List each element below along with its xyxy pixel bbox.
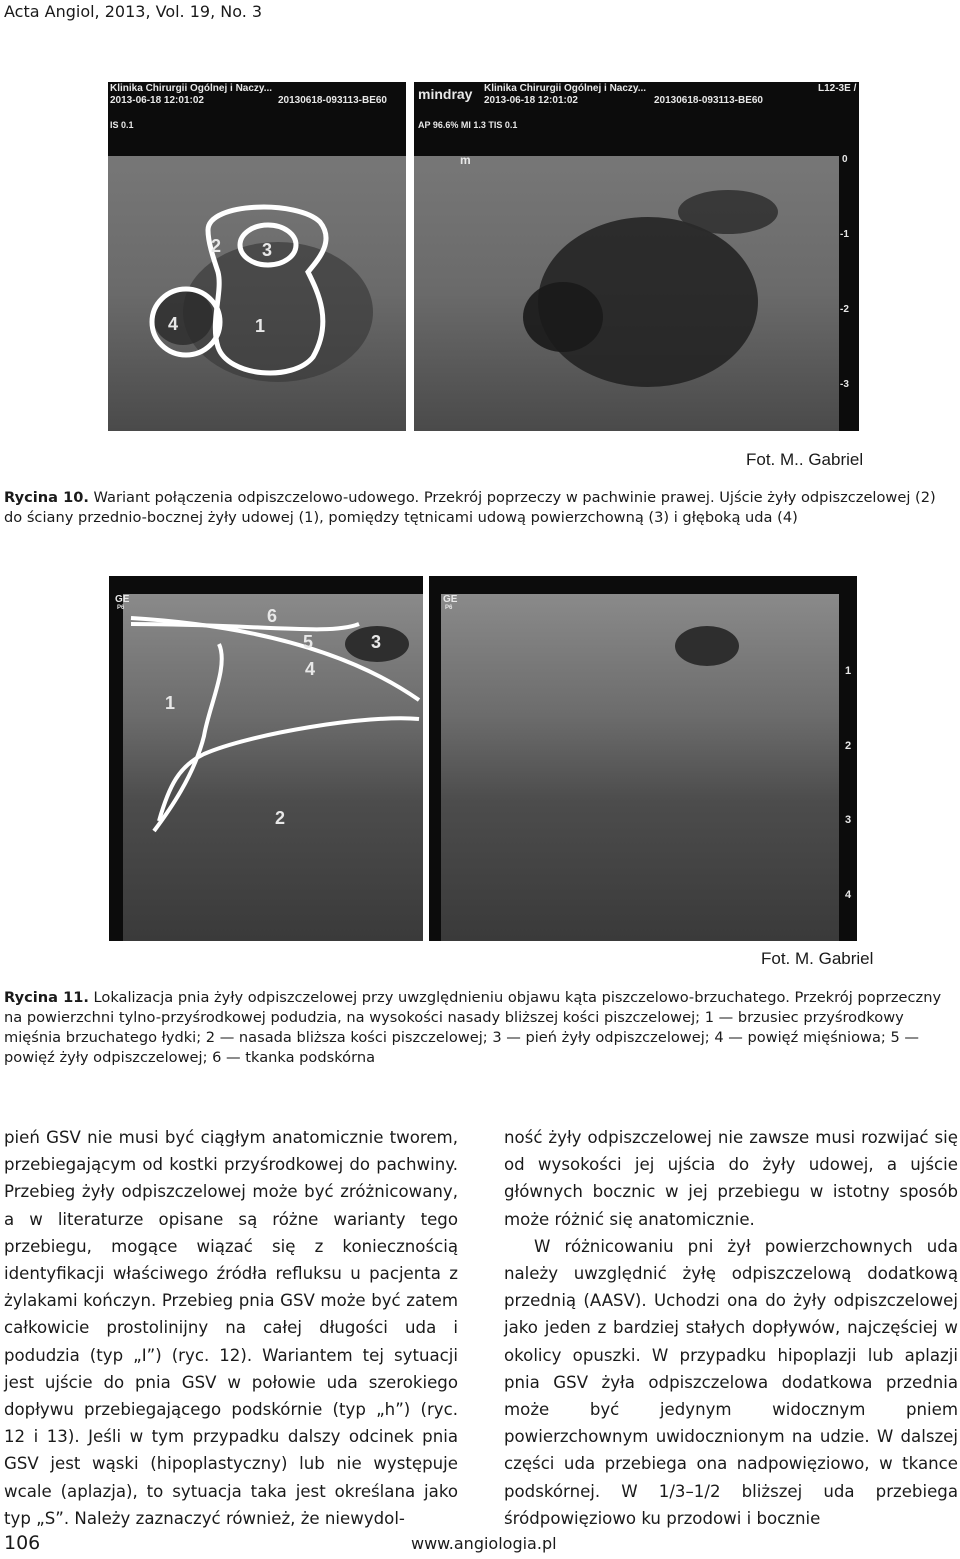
figure-10-ultrasound [108,82,859,431]
body-paragraph: pień GSV nie musi być ciągłym anatomicznie tworem, przebiegającym od kostki przyśrodkowej do pachwiny. Przebieg żyły odpiszczelowej może być zróżnicowany, a w literaturze opisane są różne warianty tego przebiegu, mogące wiązać się z koniecznością identyfikacji właściwego źródła refluksu u pacjenta z żylakami kończyn. Przebieg pnia GSV może być zatem całkowicie prostolinijny na całej długości uda i podudzia (typ „I”) (ryc. 12). Wariantem tej sytuacji jest ujście do pnia GSV w połowie uda szerokiego dopływu przebiegającego podskórnie (typ „h”) (ryc. 12 i 13). Jeśli w tym przypadku dalszy odcinek pnia GSV jest wąski (hipoplastyczny) lub nie występuje wcale (aplazja), to sytuacja taka jest określana jako typ „S”. Należy zaznaczyć również, że niewydol- [4,1128,458,1528]
body-paragraph: ność żyły odpiszczelowej nie zawsze musi rozwijać się od wysokości jej ujścia do żyły udowej, a ujście głównych bocznic w jej przebiegu w istotny sposób może różnić się anatomicznie. [504,1128,958,1229]
figure-10-credit: Fot. M.. Gabriel [746,450,864,469]
figure-11-caption [4,988,958,1068]
figure-10-caption [4,488,958,528]
fig11-label-5: 5 [303,632,314,652]
fig10-label-3: 3 [262,240,273,260]
fig11-label-1: 1 [165,693,176,713]
figure-11-caption-text: Lokalizacja pnia żyły odpiszczelowej przy uwzględnieniu objawu kąta piszczelowo-brzuchatego. Przekrój poprzeczny na powierzchni tylno-przyśrodkowej podudzia, na wysokości nasady bliższej kości piszczelowej; 1 — brzusiec przyśrodkowy mięśnia brzuchatego łydki; 2 — nasada bliższa kości piszczelowej; 3 — pień żyły odpiszczelowej; 4 — powięź mięśniowa; 5 — powięź żyły odpiszczelowej; 6 — tkanka podskórna [4,989,942,1066]
fig11-label-2: 2 [275,808,286,828]
fig11-depth-1: 1 [845,665,852,677]
fig11-label-3: 3 [371,632,382,652]
body-column-right [504,1124,958,1532]
figure-10-caption-label: Rycina 10. [4,489,89,506]
fig10-right-probe: L12-3E / [818,83,857,94]
page-number: 106 [4,1532,41,1554]
figure-11-caption-label: Rycina 11. [4,989,89,1006]
fig10-right-brand: mindray [418,86,473,102]
fig10-depth-0: 0 [842,154,848,165]
fig10-depth-3: -3 [840,379,849,390]
fig11-logo-left-sub: P6 [117,605,125,611]
fig11-depth-3: 3 [845,814,852,826]
fig10-label-4: 4 [168,314,179,334]
fig10-left-line1: Klinika Chirurgii Ogólnej i Naczy... [110,83,273,94]
fig10-depth-1: -1 [840,229,849,240]
figure-10-caption-text: Wariant połączenia odpiszczelowo-udowego. Przekrój poprzeczy w pachwinie prawej. Ujście żyły odpiszczelowej (2) do ściany przednio-bocznej żyły udowej (1), pomiędzy tętnicami udową powierzchowną (3) i głęboką uda (4) [4,489,936,526]
fig11-label-6: 6 [267,606,278,626]
fig10-left-date: 2013-06-18 12:01:02 [110,95,204,106]
fig10-right-marker: m [460,153,471,167]
fig11-logo-left: GE [115,594,130,605]
fig10-label-1: 1 [255,316,266,336]
fig10-depth-2: -2 [840,304,849,315]
journal-header: Acta Angiol, 2013, Vol. 19, No. 3 [4,2,263,21]
fig10-right-id: 20130618-093113-BE60 [654,95,763,106]
fig10-left-id: 20130618-093113-BE60 [278,95,387,106]
fig11-depth-2: 2 [845,740,852,752]
fig10-right-date: 2013-06-18 12:01:02 [484,95,578,106]
footer-url: www.angiologia.pl [411,1534,557,1553]
body-column-left [4,1124,458,1532]
fig10-right-params: AP 96.6% MI 1.3 TIS 0.1 [418,120,518,130]
fig10-label-2: 2 [211,236,222,256]
fig11-logo-right-sub: P6 [445,605,453,611]
fig10-right-line1: Klinika Chirurgii Ogólnej i Naczy... [484,83,647,94]
fig11-logo-right: GE [443,594,458,605]
figure-11-credit: Fot. M. Gabriel [761,949,874,968]
fig11-depth-4: 4 [845,889,852,901]
figure-11-ultrasound [109,576,857,941]
fig11-label-4: 4 [305,659,316,679]
fig10-left-tis: IS 0.1 [110,120,134,130]
body-paragraph: W różnicowaniu pni żył powierzchownych uda należy uwzględnić żyłę odpiszczelową dodatkową przednią (AASV). Uchodzi ona do żyły odpiszczelowej jako jeden z bardziej stałych dopływów, najczęściej w okolicy opuszki. W przypadku hipoplazji lub aplazji pnia GSV żyła odpiszczelowa dodatkowa przednia może być jedynym widocznym pniem powierzchownym uwidocznionym na udzie. W dalszej części uda przebiega ona nadpowięziowo, w tkance podskórnej. W 1/3–1/2 bliższej uda przebiega śródpowięziowo ku przodowi i bocznie [504,1236,958,1528]
